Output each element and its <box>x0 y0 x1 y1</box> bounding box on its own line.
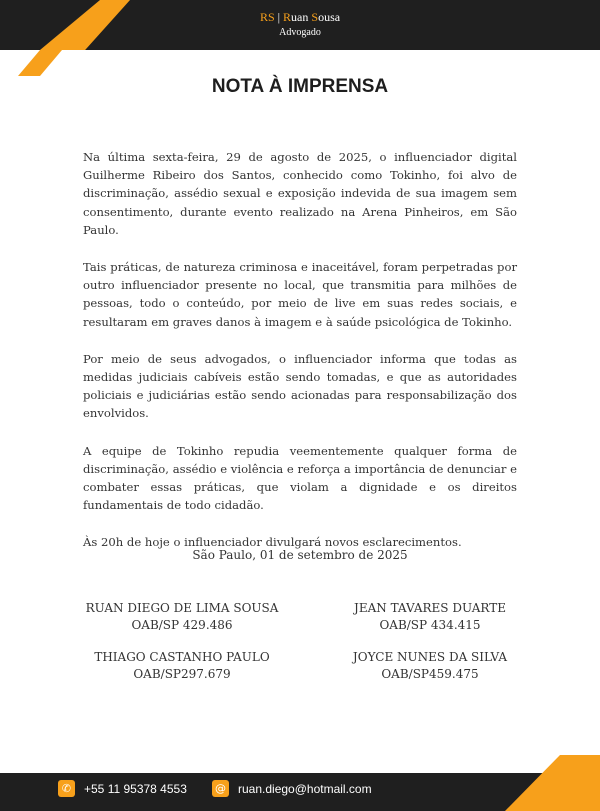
signature-block <box>310 600 550 634</box>
signature-block <box>62 649 302 683</box>
signature-oab: OAB/SP 434.415 <box>379 618 481 632</box>
signature-block <box>62 600 302 634</box>
date-line: São Paulo, 01 de setembro de 2025 <box>192 548 408 562</box>
header-shapes <box>0 0 600 50</box>
footer-phone: +55 11 95378 4553 <box>84 782 187 796</box>
footer-email[interactable]: ruan.diego@hotmail.com <box>238 782 372 796</box>
signature-name: THIAGO CASTANHO PAULO <box>94 650 270 664</box>
signature-oab: OAB/SP 429.486 <box>131 618 233 632</box>
paragraph-2: Tais práticas, de natureza criminosa e inaceitável, foram perpetradas por outro influenciador presente no local, que transmitia para milhões de pessoas, todo o conteúdo, por meio de live em suas redes sociais, e resultaram em graves danos à imagem e à saúde psicológica de Tokinho. <box>83 260 517 329</box>
at-sign-icon: @ <box>212 780 229 797</box>
brand-subtitle: Advogado <box>279 27 321 38</box>
brand-initials: RS <box>259 10 275 24</box>
letterhead-header <box>0 0 600 50</box>
brand-first-initial: R <box>283 10 292 24</box>
brand-separator: | <box>277 10 281 24</box>
signature-oab: OAB/SP297.679 <box>133 667 231 681</box>
brand-first-rest: uan <box>291 10 312 24</box>
brand-logo <box>0 10 600 24</box>
signature-name: JEAN TAVARES DUARTE <box>354 601 506 615</box>
signature-name: JOYCE NUNES DA SILVA <box>352 650 508 664</box>
signature-block <box>310 649 550 683</box>
paragraph-3: Por meio de seus advogados, o influenciador informa que todas as medidas judiciais cabíveis estão sendo tomadas, e que as autoridades policiais e judiciárias estão sendo acionadas para responsabilização dos envolvidos. <box>83 351 517 421</box>
signature-oab: OAB/SP459.475 <box>381 667 479 681</box>
paragraph-5: Às 20h de hoje o influenciador divulgará novos esclarecimentos. <box>83 535 462 550</box>
page-title: NOTA À IMPRENSA <box>211 76 389 97</box>
brand-last-rest: ousa <box>318 10 341 24</box>
phone-icon: ✆ <box>58 780 75 797</box>
signature-name: RUAN DIEGO DE LIMA SOUSA <box>85 601 279 615</box>
paragraph-4: A equipe de Tokinho repudia veementemente qualquer forma de discriminação, assédio e violência e reforça a importância de denunciar e combater essas práticas, que violam a dignidade e os direitos fundamentais de todo cidadão. <box>83 443 517 513</box>
paragraph-1: Na última sexta-feira, 29 de agosto de 2025, o influenciador digital Guilherme Ribeiro dos Santos, conhecido como Tokinho, foi alvo de discriminação, assédio sexual e exposição indevida de sua imagem sem consentimento, durante evento realizado na Arena Pinheiros, em São Paulo. <box>83 150 517 237</box>
press-note-body <box>83 148 517 571</box>
letterhead-footer <box>0 755 600 811</box>
brand-last-initial: S <box>311 10 319 24</box>
